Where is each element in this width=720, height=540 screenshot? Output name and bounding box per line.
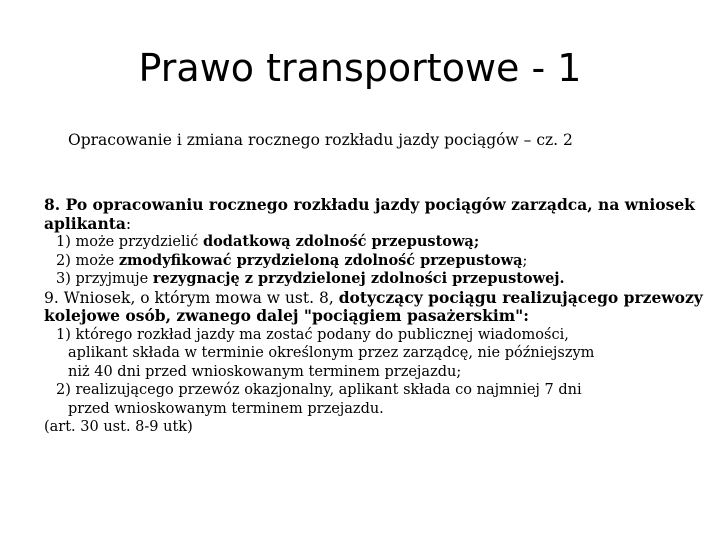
p9-item-1-line-2: aplikant składa w terminie określonym przez zarządcę, nie późniejszym: [68, 345, 595, 361]
item-3-bold: rezygnację z przydzielonej zdolności przepustowej.: [152, 270, 565, 287]
paragraph-9-item-1: [44, 326, 704, 382]
item-1-pre: 1) może przydzielić: [56, 234, 203, 250]
item-2-pre: 2) może: [56, 252, 119, 269]
paragraph-8: [44, 196, 704, 233]
paragraph-9-pre: 9. Wniosek, o którym mowa w ust. 8,: [44, 288, 339, 307]
p9-item-1-line-1: 1) którego rozkład jazdy ma zostać podany do publicznej wiadomości,: [56, 326, 569, 343]
slide-subtitle: Opracowanie i zmiana rocznego rozkładu jazdy pociągów – cz. 2: [68, 131, 573, 149]
paragraph-8-item-2: [44, 252, 704, 271]
slide-title: Prawo transportowe - 1: [138, 46, 582, 90]
item-2-post: ;: [522, 252, 528, 269]
paragraph-8-item-1: [44, 233, 704, 252]
paragraph-8-lead: 8. Po opracowaniu rocznego rozkładu jazdy pociągów zarządca, na wniosek aplikanta: [44, 195, 695, 233]
paragraph-9-bold: dotyczący pociągu realizującego przewozy kolejowe osób, zwanego dalej "pociągiem pasażerskim":: [44, 287, 703, 325]
p9-item-2-line-1: 2) realizującego przewóz okazjonalny, aplikant składa co najmniej 7 dni: [56, 382, 582, 398]
item-3-pre: 3) przyjmuje: [56, 271, 153, 287]
citation: (art. 30 ust. 8-9 utk): [44, 419, 193, 435]
p9-item-2-line-2: przed wnioskowanym terminem przejazdu.: [68, 400, 384, 417]
paragraph-9-item-2: [44, 381, 704, 418]
paragraph-8-item-3: [44, 270, 704, 289]
p9-item-1-line-3: niż 40 dni przed wnioskowanym terminem przejazdu;: [68, 363, 462, 380]
slide-body: [44, 196, 704, 437]
item-2-bold: zmodyfikować przydzieloną zdolność przepustową: [118, 251, 523, 269]
item-1-bold: dodatkową zdolność przepustową;: [203, 233, 480, 250]
paragraph-8-colon: :: [125, 214, 132, 233]
paragraph-9: [44, 289, 704, 326]
